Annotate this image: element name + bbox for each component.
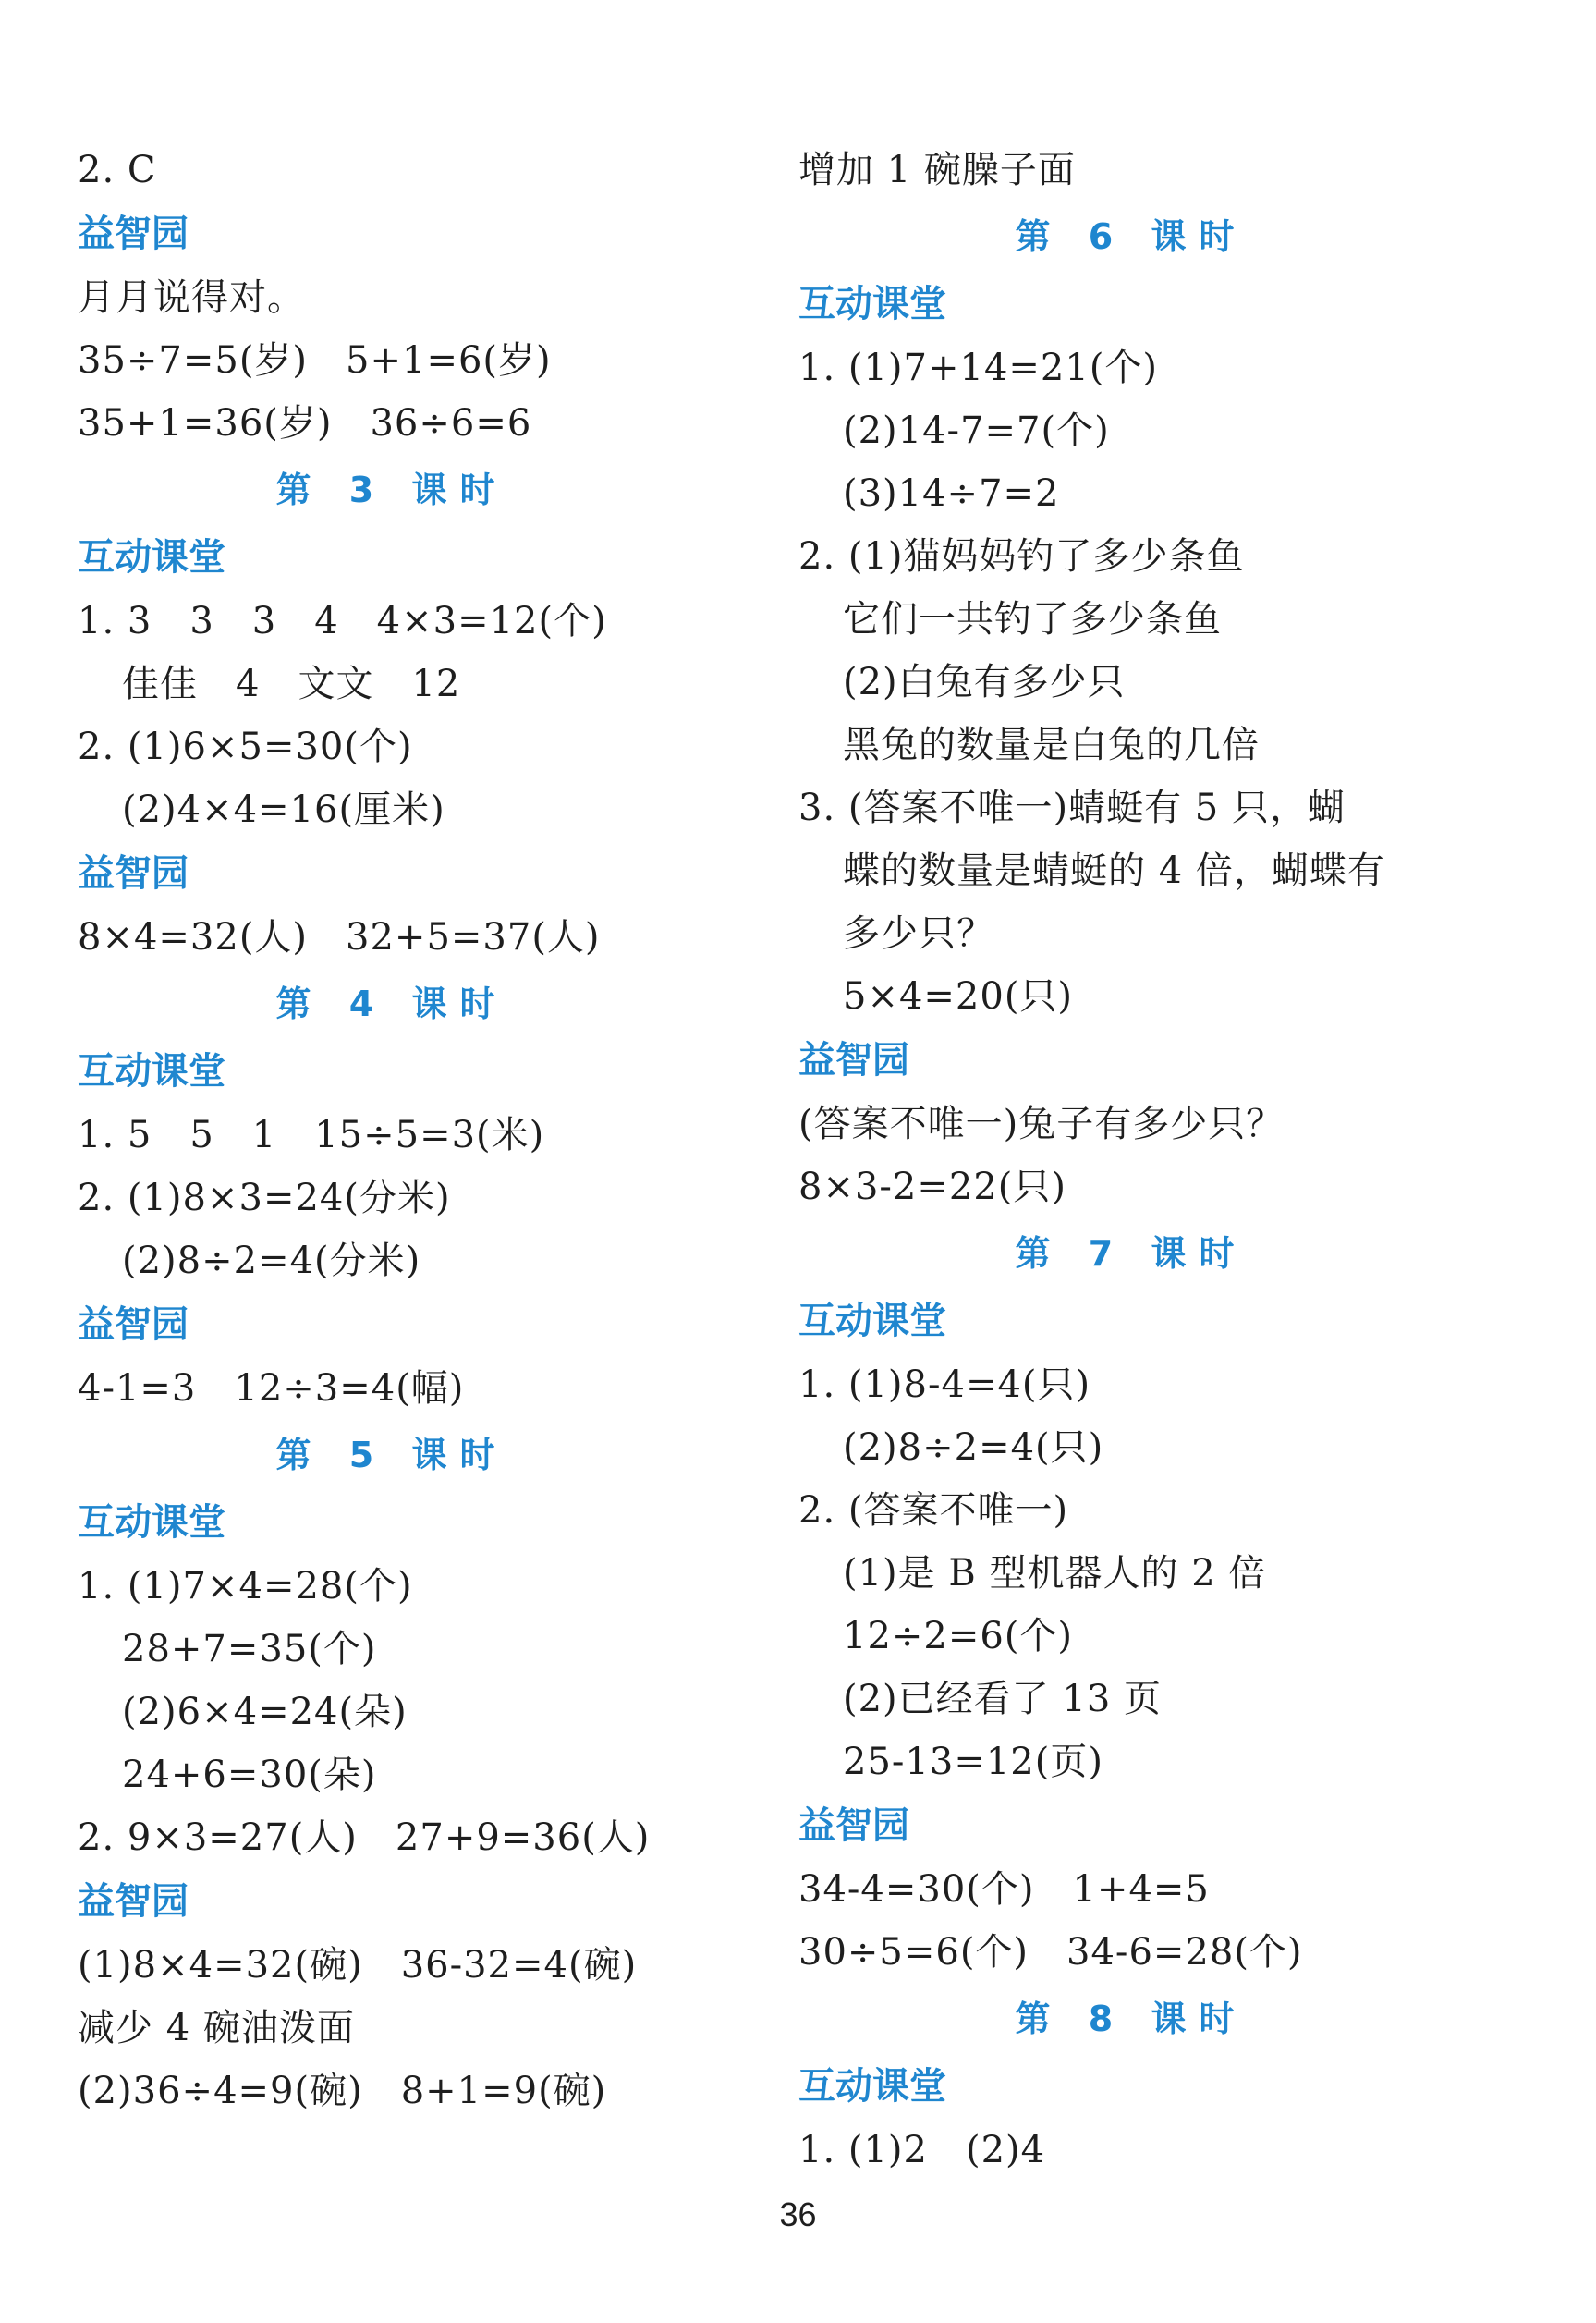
answer-line: (2)8÷2=4(只)	[843, 1426, 1104, 1469]
section-heading: 益智园	[798, 1039, 909, 1082]
answer-line: 35÷7=5(岁) 5+1=6(岁)	[78, 339, 552, 382]
answer-line: 12÷2=6(个)	[843, 1615, 1074, 1657]
section-heading: 互动课堂	[798, 1300, 946, 1342]
answer-line: 25-13=12(页)	[843, 1741, 1103, 1783]
answer-line: 多少只？	[843, 912, 994, 955]
answer-line: 1. (1)8-4=4(只)	[798, 1363, 1091, 1406]
answer-line: (1)是 B 型机器人的 2 倍	[843, 1552, 1267, 1595]
answer-line: 2. C	[78, 149, 157, 191]
answer-line: 1. (1)2 (2)4	[798, 2129, 1046, 2171]
answer-line: 1. (1)7+14=21(个)	[798, 347, 1159, 389]
answer-line: 1. 5 5 1 15÷5=3(米)	[78, 1114, 545, 1156]
answer-line: 2. (1)猫妈妈钓了多少条鱼	[798, 535, 1245, 578]
section-heading: 互动课堂	[78, 1050, 225, 1093]
answer-line: 2. (1)6×5=30(个)	[78, 726, 413, 768]
answer-line: 3. (答案不唯一)蜻蜓有 5 只，蝴	[798, 787, 1346, 829]
lesson-heading: 第 5 课时	[275, 1435, 508, 1475]
answer-line: (2)36÷4=9(碗) 8+1=9(碗)	[78, 2070, 607, 2112]
answer-line: 8×4=32(人) 32+5=37(人)	[78, 916, 601, 959]
answer-line: (2)14-7=7(个)	[843, 410, 1110, 452]
section-heading: 互动课堂	[78, 536, 225, 579]
section-heading: 益智园	[78, 1880, 189, 1923]
left-column	[78, 139, 725, 2122]
answer-line: 8×3-2=22(只)	[798, 1166, 1067, 1208]
lesson-heading: 第 3 课时	[275, 470, 508, 510]
answer-line: 35+1=36(岁) 36÷6=6	[78, 402, 532, 445]
section-heading: 益智园	[78, 213, 189, 255]
answer-line: 34-4=30(个) 1+4=5	[798, 1868, 1210, 1911]
answer-line: 它们一共钓了多少条鱼	[843, 598, 1222, 641]
answer-line: (2)6×4=24(朵)	[122, 1691, 408, 1733]
answer-line: 黑兔的数量是白兔的几倍	[843, 724, 1260, 766]
answer-line: 4-1=3 12÷3=4(幅)	[78, 1367, 465, 1410]
answer-line: 1. 3 3 3 4 4×3=12(个)	[78, 600, 607, 642]
answer-line: 2. (1)8×3=24(分米)	[78, 1177, 451, 1219]
answer-line: (答案不唯一)兔子有多少只？	[798, 1103, 1285, 1145]
answer-line: 2. (答案不唯一)	[798, 1489, 1069, 1532]
section-heading: 互动课堂	[798, 2065, 946, 2108]
lesson-heading: 第 7 课时	[1015, 1233, 1248, 1274]
answer-line: 2. 9×3=27(人) 27+9=36(人)	[78, 1816, 651, 1859]
section-heading: 益智园	[78, 1303, 189, 1346]
answer-line: 5×4=20(只)	[843, 975, 1074, 1018]
answer-line: 蝶的数量是蜻蜓的 4 倍，蝴蝶有	[843, 850, 1385, 892]
answer-line: 佳佳 4 文文 12	[122, 663, 461, 705]
answer-line: (1)8×4=32(碗) 36-32=4(碗)	[78, 1944, 638, 1987]
answer-line: 减少 4 碗油泼面	[78, 2007, 355, 2049]
right-column	[798, 139, 1501, 2182]
page-number: 36	[779, 2195, 817, 2233]
section-heading: 益智园	[798, 1804, 909, 1847]
answer-line: 增加 1 碗臊子面	[798, 149, 1076, 191]
lesson-heading: 第 4 课时	[275, 984, 508, 1024]
answer-line: (2)4×4=16(厘米)	[122, 789, 445, 831]
answer-line: (2)已经看了 13 页	[843, 1678, 1162, 1720]
lesson-heading: 第 6 课时	[1015, 216, 1248, 257]
answer-line: 24+6=30(朵)	[122, 1754, 377, 1796]
lesson-heading: 第 8 课时	[1015, 1999, 1248, 2039]
section-heading: 互动课堂	[78, 1501, 225, 1544]
answer-line: 1. (1)7×4=28(个)	[78, 1565, 413, 1608]
answer-line: (2)白兔有多少只	[843, 661, 1126, 703]
answer-line: 月月说得对。	[78, 276, 305, 319]
section-heading: 互动课堂	[798, 283, 946, 325]
section-heading: 益智园	[78, 852, 189, 895]
answer-line: 28+7=35(个)	[122, 1628, 377, 1670]
answer-line: (2)8÷2=4(分米)	[122, 1240, 421, 1282]
answer-line: 30÷5=6(个) 34-6=28(个)	[798, 1931, 1303, 1974]
answer-line: (3)14÷7=2	[843, 472, 1060, 515]
